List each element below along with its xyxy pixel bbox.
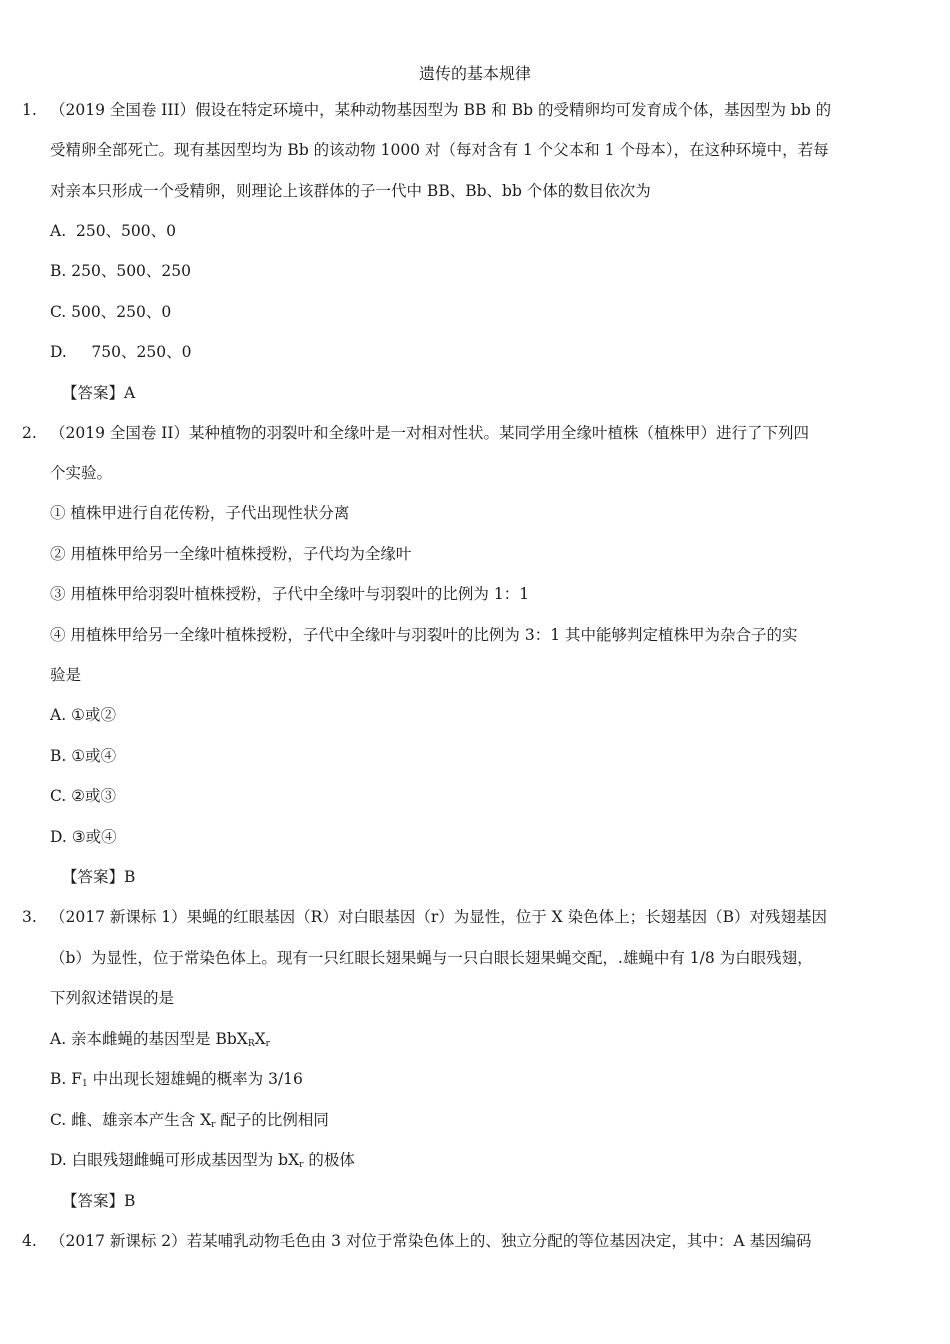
subscript: r <box>265 1039 270 1049</box>
option-text: B. F <box>50 1070 82 1088</box>
subscript: 1 <box>82 1079 88 1089</box>
option-text: D. 白眼残翅雌蝇可形成基因型为 bX <box>50 1151 300 1169</box>
option-c: C. ②或③ <box>50 787 117 805</box>
option-a: A. 250、500、0 <box>50 222 177 240</box>
question-text-line: 受精卵全部死亡。现有基因型均为 Bb 的该动物 1000 对（每对含有 1 个父本和 1 个母本），在这种环境中，若每 <box>50 141 829 159</box>
question-text-line: 下列叙述错误的是 <box>50 989 175 1007</box>
question-number: 2. <box>22 424 37 442</box>
subscript: r <box>211 1120 216 1130</box>
question-text-line: 对亲本只形成一个受精卵，则理论上该群体的子一代中 BB、Bb、bb 个体的数目依次为 <box>50 182 651 200</box>
answer: 【答案】A <box>62 384 136 402</box>
option-c: C. 500、250、0 <box>50 303 172 321</box>
option-d: D. 750、250、0 <box>50 343 192 361</box>
question-text-line: 个实验。 <box>50 464 113 482</box>
question-number: 4. <box>22 1232 37 1250</box>
experiment-1: ① 植株甲进行自花传粉，子代出现性状分离 <box>50 504 350 522</box>
question-text-line: （b）为显性，位于常染色体上。现有一只红眼长翅果蝇与一只白眼长翅果蝇交配，.雄蝇中有 1/8 为白眼残翅， <box>50 949 813 967</box>
subscript: R <box>247 1039 255 1049</box>
option-text: 中出现长翅雄蝇的概率为 3/16 <box>87 1070 303 1088</box>
option-text: X <box>254 1030 266 1048</box>
option-a: A. ①或② <box>50 706 116 724</box>
question-text-line: （2019 全国卷 II）某种植物的羽裂叶和全缘叶是一对相对性状。某同学用全缘叶植株（植株甲）进行了下列四 <box>50 424 810 442</box>
question-number: 1. <box>22 101 37 119</box>
question-number: 3. <box>22 908 37 926</box>
option-d <box>50 1149 355 1176</box>
question-text-line: 验是 <box>50 666 82 684</box>
question-text-line: （2017 新课标 2）若某哺乳动物毛色由 3 对位于常染色体上的、独立分配的等位基因决定，其中：A 基因编码 <box>50 1232 812 1250</box>
option-text: 配子的比例相同 <box>215 1111 329 1129</box>
question-text-line: （2017 新课标 1）果蝇的红眼基因（R）对白眼基因（r）为显性，位于 X 染色体上；长翅基因（B）对残翅基因 <box>50 908 828 926</box>
option-text: C. 雌、雄亲本产生含 X <box>50 1111 212 1129</box>
option-b: B. ①或④ <box>50 747 117 765</box>
answer: 【答案】B <box>62 868 136 886</box>
option-b <box>50 1068 303 1095</box>
answer: 【答案】B <box>62 1192 136 1210</box>
option-c <box>50 1109 329 1136</box>
document-title: 遗传的基本规律 <box>418 64 531 83</box>
experiment-3: ③ 用植株甲给羽裂叶植株授粉，子代中全缘叶与羽裂叶的比例为 1：1 <box>50 585 530 603</box>
option-b: B. 250、500、250 <box>50 262 191 280</box>
option-text: 的极体 <box>303 1151 355 1169</box>
subscript: r <box>299 1160 304 1170</box>
question-text-line: （2019 全国卷 III）假设在特定环境中，某种动物基因型为 BB 和 Bb 的受精卵均可发育成个体，基因型为 bb 的 <box>50 101 832 119</box>
experiment-4: ④ 用植株甲给另一全缘叶植株授粉，子代中全缘叶与羽裂叶的比例为 3：1 其中能够判定植株甲为杂合子的实 <box>50 626 798 644</box>
option-a <box>50 1028 270 1055</box>
option-text: A. 亲本雌蝇的基因型是 BbX <box>50 1030 248 1048</box>
experiment-2: ② 用植株甲给另一全缘叶植株授粉，子代均为全缘叶 <box>50 545 412 563</box>
option-d: D. ③或④ <box>50 828 117 846</box>
